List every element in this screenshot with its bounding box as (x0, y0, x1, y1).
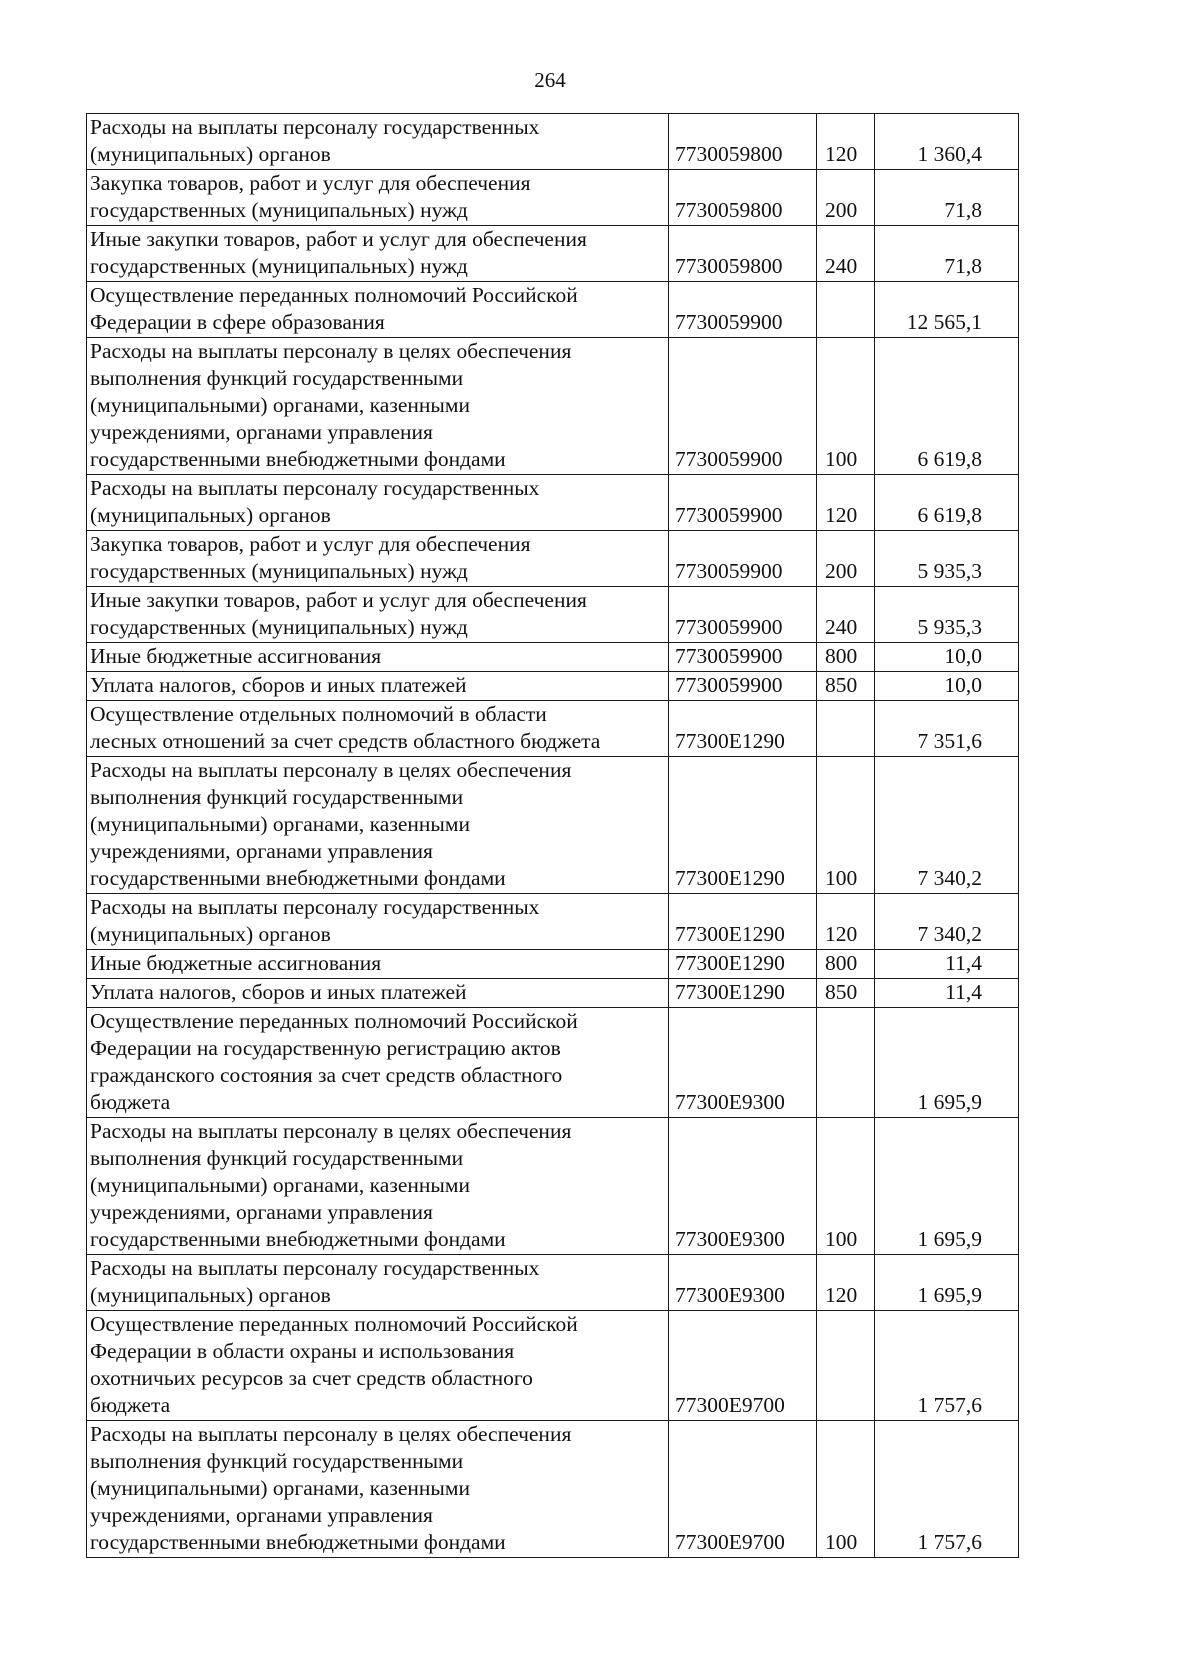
target-article-code-cell: 77300E9300 (669, 1255, 817, 1311)
expense-name-line: Иные бюджетные ассигнования (90, 644, 382, 668)
expense-type-code-cell: 100 (817, 757, 875, 894)
expense-name-line: Иные бюджетные ассигнования (90, 951, 382, 975)
expense-name-cell (87, 587, 669, 643)
expense-type-code-cell: 100 (817, 1118, 875, 1255)
table-row (87, 701, 1019, 757)
expense-name-cell (87, 643, 669, 672)
expense-name-line: выполнения функций государственными (90, 366, 464, 390)
expense-type-code-cell: 120 (817, 894, 875, 950)
expense-name-line: Иные закупки товаров, работ и услуг для обеспечения (90, 588, 587, 612)
table-row (87, 1311, 1019, 1421)
expense-type-code-cell (817, 701, 875, 757)
expense-name-cell (87, 114, 669, 170)
target-article-code-cell: 77300E1290 (669, 979, 817, 1008)
expense-name-line: Закупка товаров, работ и услуг для обеспечения (90, 171, 531, 195)
amount-cell: 1 360,4 (875, 114, 1019, 170)
target-article-code-cell: 7730059900 (669, 282, 817, 338)
amount-cell: 7 351,6 (875, 701, 1019, 757)
amount-cell: 11,4 (875, 950, 1019, 979)
target-article-code-cell: 7730059800 (669, 170, 817, 226)
expense-name-line: выполнения функций государственными (90, 785, 464, 809)
budget-table-body (87, 114, 1019, 1558)
table-row (87, 475, 1019, 531)
expense-name-cell (87, 170, 669, 226)
amount-cell: 11,4 (875, 979, 1019, 1008)
expense-type-code-cell (817, 1008, 875, 1118)
target-article-code-cell: 77300E9700 (669, 1421, 817, 1558)
expense-name-line: Расходы на выплаты персоналу государственных (90, 115, 540, 139)
table-row (87, 757, 1019, 894)
amount-cell: 1 695,9 (875, 1255, 1019, 1311)
table-row (87, 672, 1019, 701)
expense-name-cell (87, 531, 669, 587)
expense-name-cell (87, 475, 669, 531)
expense-name-line: Расходы на выплаты персоналу в целях обеспечения (90, 758, 572, 782)
expense-name-line: охотничьих ресурсов за счет средств областного (90, 1366, 533, 1390)
expense-name-line: лесных отношений за счет средств областного бюджета (90, 729, 601, 753)
amount-cell: 5 935,3 (875, 531, 1019, 587)
expense-name-line: Закупка товаров, работ и услуг для обеспечения (90, 532, 531, 556)
amount-cell: 6 619,8 (875, 338, 1019, 475)
expense-name-line: (муниципальных) органов (90, 503, 331, 527)
expense-type-code-cell: 100 (817, 338, 875, 475)
expense-name-cell (87, 1008, 669, 1118)
amount-cell: 5 935,3 (875, 587, 1019, 643)
expense-type-code-cell (817, 282, 875, 338)
expense-type-code-cell: 240 (817, 226, 875, 282)
table-row (87, 170, 1019, 226)
table-row (87, 114, 1019, 170)
target-article-code-cell: 7730059900 (669, 672, 817, 701)
target-article-code-cell: 77300E9700 (669, 1311, 817, 1421)
expense-name-line: Федерации на государственную регистрацию актов (90, 1036, 561, 1060)
target-article-code-cell: 77300E1290 (669, 894, 817, 950)
amount-cell: 6 619,8 (875, 475, 1019, 531)
amount-cell: 1 695,9 (875, 1118, 1019, 1255)
target-article-code-cell: 77300E9300 (669, 1118, 817, 1255)
expense-name-line: Расходы на выплаты персоналу государственных (90, 895, 540, 919)
expense-type-code-cell: 240 (817, 587, 875, 643)
expense-name-line: гражданского состояния за счет средств областного (90, 1063, 563, 1087)
expense-name-line: (муниципальными) органами, казенными (90, 1173, 470, 1197)
expense-name-cell (87, 950, 669, 979)
target-article-code-cell: 77300E9300 (669, 1008, 817, 1118)
target-article-code-cell: 77300E1290 (669, 757, 817, 894)
expense-name-line: Осуществление переданных полномочий Российской (90, 1009, 578, 1033)
expense-name-line: выполнения функций государственными (90, 1146, 464, 1170)
target-article-code-cell: 7730059900 (669, 587, 817, 643)
expense-type-code-cell: 100 (817, 1421, 875, 1558)
expense-name-line: государственными внебюджетными фондами (90, 447, 506, 471)
expense-name-cell (87, 757, 669, 894)
table-row (87, 1008, 1019, 1118)
expense-name-cell (87, 1421, 669, 1558)
expense-name-cell (87, 1255, 669, 1311)
table-row (87, 531, 1019, 587)
table-row (87, 1118, 1019, 1255)
target-article-code-cell: 7730059900 (669, 531, 817, 587)
expense-name-line: Расходы на выплаты персоналу государственных (90, 1256, 540, 1280)
expense-name-line: (муниципальных) органов (90, 922, 331, 946)
expense-name-cell (87, 1311, 669, 1421)
expense-name-line: государственными внебюджетными фондами (90, 1227, 506, 1251)
amount-cell: 7 340,2 (875, 894, 1019, 950)
expense-name-line: государственных (муниципальных) нужд (90, 559, 468, 583)
expense-type-code-cell: 120 (817, 1255, 875, 1311)
expense-name-cell (87, 672, 669, 701)
expense-name-cell (87, 701, 669, 757)
amount-cell: 7 340,2 (875, 757, 1019, 894)
expense-name-line: учреждениями, органами управления (90, 839, 433, 863)
target-article-code-cell: 7730059900 (669, 475, 817, 531)
expense-name-cell (87, 979, 669, 1008)
expense-name-line: Федерации в сфере образования (90, 310, 385, 334)
table-row (87, 1421, 1019, 1558)
expense-name-line: (муниципальными) органами, казенными (90, 393, 470, 417)
target-article-code-cell: 7730059800 (669, 114, 817, 170)
expense-name-line: учреждениями, органами управления (90, 1503, 433, 1527)
expense-name-cell (87, 226, 669, 282)
table-row (87, 894, 1019, 950)
expense-name-line: учреждениями, органами управления (90, 1200, 433, 1224)
target-article-code-cell: 7730059800 (669, 226, 817, 282)
target-article-code-cell: 7730059900 (669, 643, 817, 672)
expense-name-line: Осуществление переданных полномочий Российской (90, 283, 578, 307)
expense-name-line: (муниципальными) органами, казенными (90, 1476, 470, 1500)
expense-type-code-cell (817, 1311, 875, 1421)
expense-name-line: учреждениями, органами управления (90, 420, 433, 444)
expense-name-line: Федерации в области охраны и использования (90, 1339, 515, 1363)
amount-cell: 1 757,6 (875, 1421, 1019, 1558)
expense-name-cell (87, 894, 669, 950)
target-article-code-cell: 7730059900 (669, 338, 817, 475)
expense-name-line: Иные закупки товаров, работ и услуг для обеспечения (90, 227, 587, 251)
expense-name-line: Расходы на выплаты персоналу в целях обеспечения (90, 1119, 572, 1143)
expense-type-code-cell: 800 (817, 643, 875, 672)
expense-type-code-cell: 850 (817, 979, 875, 1008)
expense-type-code-cell: 120 (817, 114, 875, 170)
expense-name-line: Осуществление отдельных полномочий в области (90, 702, 547, 726)
expense-name-line: Уплата налогов, сборов и иных платежей (90, 673, 467, 697)
table-row (87, 979, 1019, 1008)
expense-name-line: бюджета (90, 1393, 171, 1417)
page-number: 264 (534, 68, 566, 92)
amount-cell: 71,8 (875, 170, 1019, 226)
expense-name-line: Расходы на выплаты персоналу государственных (90, 476, 540, 500)
table-row (87, 1255, 1019, 1311)
budget-table (86, 113, 1019, 1558)
table-row (87, 950, 1019, 979)
table-row (87, 338, 1019, 475)
expense-name-cell (87, 282, 669, 338)
expense-name-line: государственных (муниципальных) нужд (90, 254, 468, 278)
expense-name-line: Расходы на выплаты персоналу в целях обеспечения (90, 1422, 572, 1446)
expense-name-line: государственных (муниципальных) нужд (90, 615, 468, 639)
target-article-code-cell: 77300E1290 (669, 701, 817, 757)
expense-type-code-cell: 850 (817, 672, 875, 701)
amount-cell: 10,0 (875, 643, 1019, 672)
target-article-code-cell: 77300E1290 (669, 950, 817, 979)
expense-name-cell (87, 1118, 669, 1255)
amount-cell: 1 695,9 (875, 1008, 1019, 1118)
table-row (87, 643, 1019, 672)
amount-cell: 71,8 (875, 226, 1019, 282)
expense-name-line: (муниципальных) органов (90, 1283, 331, 1307)
expense-name-line: государственными внебюджетными фондами (90, 866, 506, 890)
expense-name-line: Осуществление переданных полномочий Российской (90, 1312, 578, 1336)
amount-cell: 12 565,1 (875, 282, 1019, 338)
table-row (87, 587, 1019, 643)
expense-name-line: Расходы на выплаты персоналу в целях обеспечения (90, 339, 572, 363)
expense-name-cell (87, 338, 669, 475)
expense-type-code-cell: 200 (817, 170, 875, 226)
amount-cell: 10,0 (875, 672, 1019, 701)
expense-type-code-cell: 200 (817, 531, 875, 587)
expense-name-line: бюджета (90, 1090, 171, 1114)
expense-name-line: (муниципальными) органами, казенными (90, 812, 470, 836)
expense-name-line: выполнения функций государственными (90, 1449, 464, 1473)
expense-name-line: государственными внебюджетными фондами (90, 1530, 506, 1554)
expense-type-code-cell: 800 (817, 950, 875, 979)
table-row (87, 226, 1019, 282)
expense-name-line: Уплата налогов, сборов и иных платежей (90, 980, 467, 1004)
amount-cell: 1 757,6 (875, 1311, 1019, 1421)
expense-name-line: (муниципальных) органов (90, 142, 331, 166)
expense-type-code-cell: 120 (817, 475, 875, 531)
expense-name-line: государственных (муниципальных) нужд (90, 198, 468, 222)
table-row (87, 282, 1019, 338)
